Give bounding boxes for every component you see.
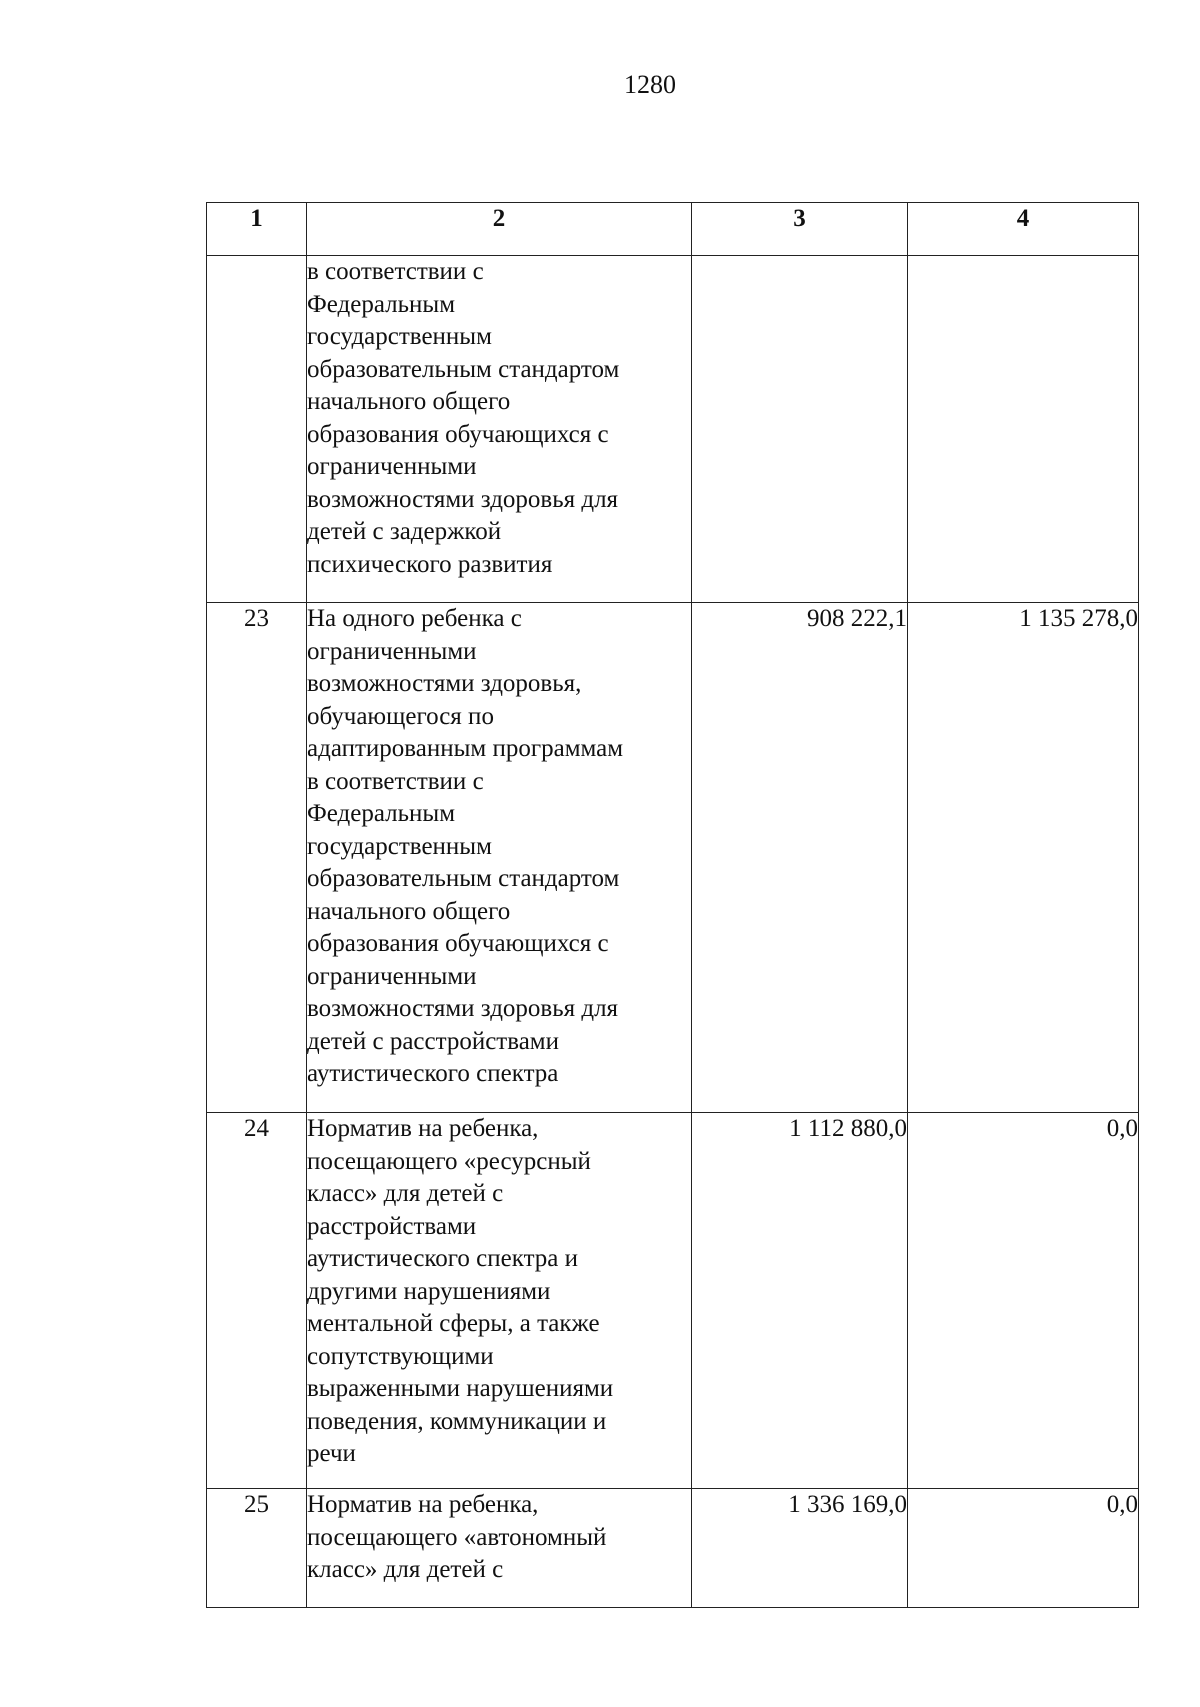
table-row <box>207 603 1139 1113</box>
row-number: 25 <box>207 1489 307 1608</box>
description-line: аутистического спектра и <box>307 1245 579 1272</box>
table-row <box>207 256 1139 603</box>
header-col-1: 1 <box>207 203 307 256</box>
description-line: другими нарушениями <box>307 1277 551 1305</box>
page-number: 1280 <box>624 70 676 99</box>
table-row <box>207 1489 1139 1608</box>
description-line: класс» для детей с <box>307 1556 504 1583</box>
norms-table <box>206 202 1139 1608</box>
description-line: психического развития <box>307 550 553 578</box>
description-line: Федеральным <box>307 290 456 318</box>
row-value-col-4 <box>908 256 1139 603</box>
row-description <box>307 603 692 1113</box>
description-line: в соответствии с <box>307 258 484 285</box>
description-line: адаптированным программам <box>307 735 624 762</box>
header-col-2: 2 <box>307 203 692 256</box>
description-line: образования обучающихся с <box>307 930 609 957</box>
description-line: ограниченными <box>307 962 477 990</box>
description-line: возможностями здоровья для <box>307 995 619 1022</box>
row-value-col-3: 908 222,1 <box>692 603 908 1113</box>
description-line: аутистического спектра <box>307 1060 559 1087</box>
description-line: выраженными нарушениями <box>307 1375 614 1402</box>
description-line: возможностями здоровья, <box>307 670 582 697</box>
description-line: Норматив на ребенка, <box>307 1491 539 1518</box>
description-line: детей с задержкой <box>307 518 502 545</box>
description-line: возможностями здоровья для <box>307 485 619 513</box>
row-value-col-4: 0,0 <box>908 1489 1139 1608</box>
row-value-col-3: 1 112 880,0 <box>692 1113 908 1489</box>
row-description <box>307 1489 692 1608</box>
description-line: образовательным стандартом <box>307 355 620 383</box>
description-line: в соответствии с <box>307 767 484 795</box>
description-line: детей с расстройствами <box>307 1027 560 1055</box>
row-value-col-3: 1 336 169,0 <box>692 1489 908 1608</box>
table-row <box>207 1113 1139 1489</box>
description-line: обучающегося по <box>307 702 494 730</box>
description-line: начального общего <box>307 897 511 925</box>
row-description <box>307 1113 692 1489</box>
table-header-row <box>207 203 1139 256</box>
row-number: 23 <box>207 603 307 1113</box>
row-value-col-3 <box>692 256 908 603</box>
row-description <box>307 256 692 603</box>
description-line: образовательным стандартом <box>307 865 620 892</box>
row-value-col-4: 0,0 <box>908 1113 1139 1489</box>
header-col-3: 3 <box>692 203 908 256</box>
description-line: На одного ребенка с <box>307 605 522 632</box>
description-line: образования обучающихся с <box>307 420 609 448</box>
description-line: Федеральным <box>307 800 456 827</box>
description-line: государственным <box>307 832 492 860</box>
description-line: расстройствами <box>307 1212 477 1240</box>
description-line: сопутствующими <box>307 1342 494 1370</box>
description-line: речи <box>307 1440 356 1467</box>
description-line: ограниченными <box>307 637 477 665</box>
description-line: поведения, коммуникации и <box>307 1407 607 1435</box>
row-number: 24 <box>207 1113 307 1489</box>
header-col-4: 4 <box>908 203 1139 256</box>
row-value-col-4: 1 135 278,0 <box>908 603 1139 1113</box>
description-line: посещающего «автономный <box>307 1523 607 1551</box>
description-line: начального общего <box>307 388 511 415</box>
description-line: государственным <box>307 323 492 350</box>
description-line: ограниченными <box>307 453 477 480</box>
description-line: Норматив на ребенка, <box>307 1115 539 1142</box>
description-line: ментальной сферы, а также <box>307 1310 600 1337</box>
description-line: посещающего «ресурсный <box>307 1147 591 1175</box>
description-line: класс» для детей с <box>307 1180 504 1207</box>
row-number <box>207 256 307 603</box>
